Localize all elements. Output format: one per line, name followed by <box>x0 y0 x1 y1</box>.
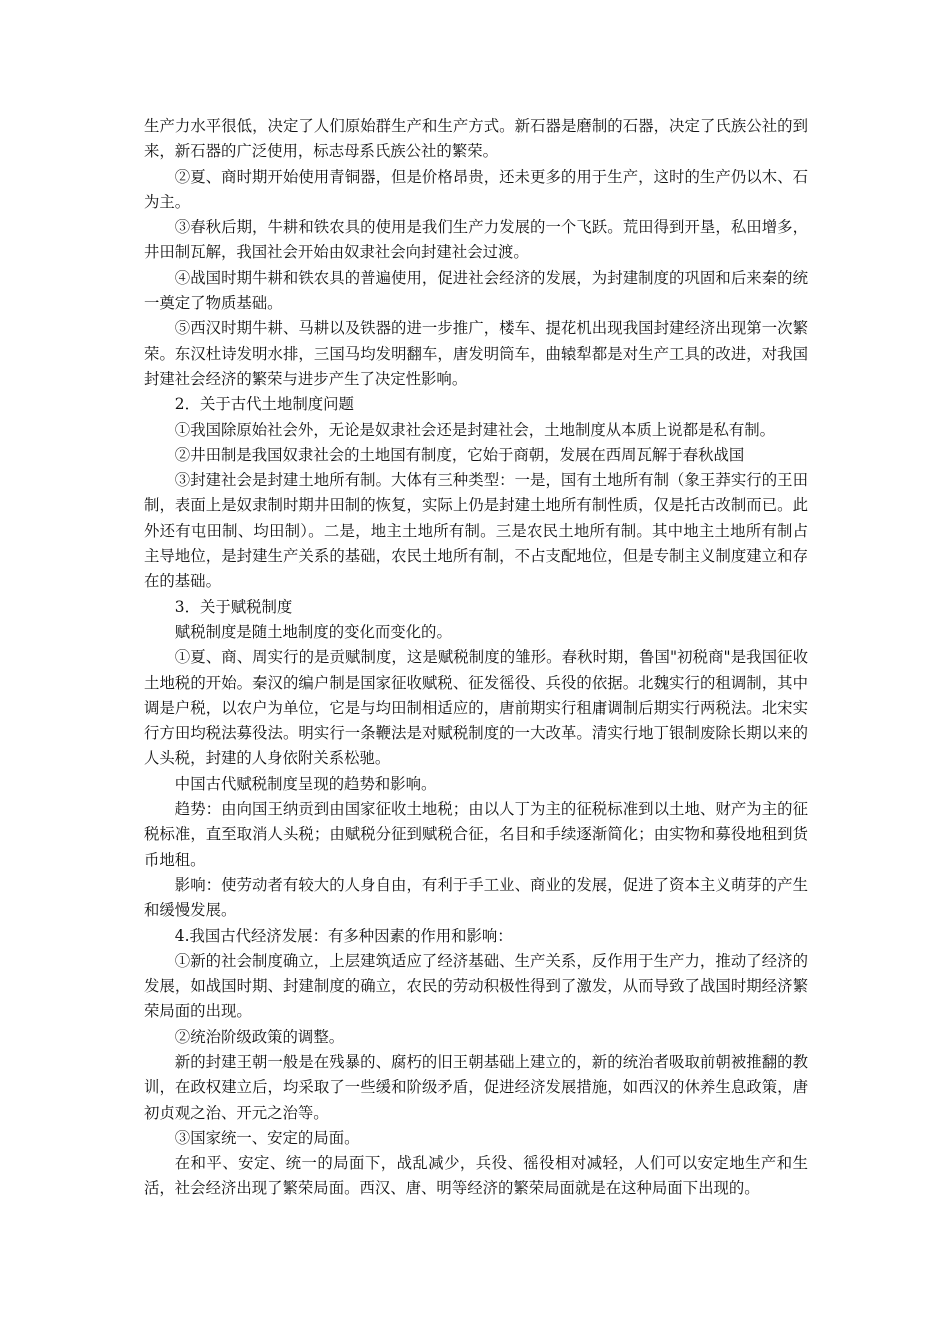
paragraph-warring-states: ④战国时期牛耕和铁农具的普遍使用，促进社会经济的发展，为封建制度的巩固和后来秦的统一奠定了物质基础。 <box>144 268 808 313</box>
paragraph-tax-intro: 赋税制度是随土地制度的变化而变化的。 <box>174 622 452 641</box>
paragraph-tax-trend-heading: 中国古代赋税制度呈现的趋势和影响。 <box>174 774 437 793</box>
document-page <box>144 114 808 1202</box>
paragraph-land-private: ①我国除原始社会外，无论是奴隶社会还是封建社会，土地制度从本质上说都是私有制。 <box>174 420 776 439</box>
paragraph-feudal-land: ③封建社会是封建土地所有制。大体有三种类型：一是，国有土地所有制（象王莽实行的王田制，表面上是奴隶制时期井田制的恢复，实际上仍是封建土地所有制性质，仅是托古改制而已。此外还有屯田制、均田制）。二是，地主土地所有制。三是农民土地所有制。其中地主土地所有制占主导地位，是封建生产关系的基础，农民土地所有制，不占支配地位，但是专制主义制度建立和存在的基础。 <box>144 471 808 591</box>
paragraph-tax-trend: 趋势：由向国王纳贡到由国家征收土地税；由以人丁为主的征税标准到以土地、财产为主的征税标准，直至取消人头税；由赋税分征到赋税合征，名目和手续逐渐简化；由实物和募役地租到货币地租。 <box>144 800 808 869</box>
paragraph-unity-heading: ③国家统一、安定的局面。 <box>174 1128 360 1147</box>
paragraph-spring-autumn-iron: ③春秋后期，牛耕和铁农具的使用是我们生产力发展的一个飞跃。荒田得到开垦，私田增多，井田制瓦解，我国社会开始由奴隶社会向封建社会过渡。 <box>144 218 808 262</box>
section-heading-economy: 4.我国古代经济发展：有多种因素的作用和影响： <box>174 926 513 945</box>
paragraph-xia-shang-bronze: ②夏、商时期开始使用青铜器，但是价格昂贵，还未更多的用于生产，这时的生产仍以木、石为主。 <box>144 167 808 211</box>
paragraph-unity: 在和平、安定、统一的局面下，战乱减少，兵役、徭役相对减轻，人们可以安定地生产和生活，社会经济出现了繁荣局面。西汉、唐、明等经济的繁荣局面就是在这种局面下出现的。 <box>144 1154 808 1198</box>
paragraph-policy-adjustment-heading: ②统治阶级政策的调整。 <box>174 1027 345 1046</box>
section-heading-land-system: 2．关于古代土地制度问题 <box>174 395 354 414</box>
paragraph-tax-impact: 影响：使劳动者有较大的人身自由，有利于手工业、商业的发展，促进了资本主义萌芽的产生和缓慢发展。 <box>144 875 808 920</box>
paragraph-western-han: ⑤西汉时期牛耕、马耕以及铁器的进一步推广，楼车、提花机出现我国封建经济出现第一次繁荣。东汉杜诗发明水排，三国马均发明翻车，唐发明筒车，曲辕犁都是对生产工具的改进，对我国封建社会经济的繁荣与进步产生了决定性影响。 <box>144 319 808 388</box>
paragraph-policy-adjustment: 新的封建王朝一般是在残暴的、腐朽的旧王朝基础上建立的，新的统治者吸取前朝被推翻的教训，在政权建立后，均采取了一些缓和阶级矛盾，促进经济发展措施，如西汉的休养生息政策，唐初贞观之治、开元之治等。 <box>144 1052 808 1122</box>
paragraph-productivity-intro: 生产力水平很低，决定了人们原始群生产和生产方式。新石器是磨制的石器，决定了氏族公社的到来，新石器的广泛使用，标志母系氏族公社的繁荣。 <box>144 117 808 161</box>
paragraph-well-field: ②井田制是我国奴隶社会的土地国有制度，它始于商朝，发展在西周瓦解于春秋战国 <box>174 445 745 464</box>
paragraph-new-social-system: ①新的社会制度确立，上层建筑适应了经济基础、生产关系，反作用于生产力，推动了经济的发展，如战国时期、封建制度的确立，农民的劳动积极性得到了激发，从而导致了战国时期经济繁荣局面的出现。 <box>144 951 808 1021</box>
paragraph-tax-history: ①夏、商、周实行的是贡赋制度，这是赋税制度的雏形。春秋时期，鲁国"初税商"是我国征收土地税的开始。秦汉的编户制是国家征收赋税、征发徭役、兵役的依据。北魏实行的租调制，其中调是户税，以农户为单位，它是与均田制相适应的，唐前期实行租庸调制后期实行两税法。北宋实行方田均税法募役法。明实行一条鞭法是对赋税制度的一大改革。清实行地丁银制废除长期以来的人头税，封建的人身依附关系松驰。 <box>144 648 808 768</box>
section-heading-tax-system: 3．关于赋税制度 <box>174 597 293 616</box>
